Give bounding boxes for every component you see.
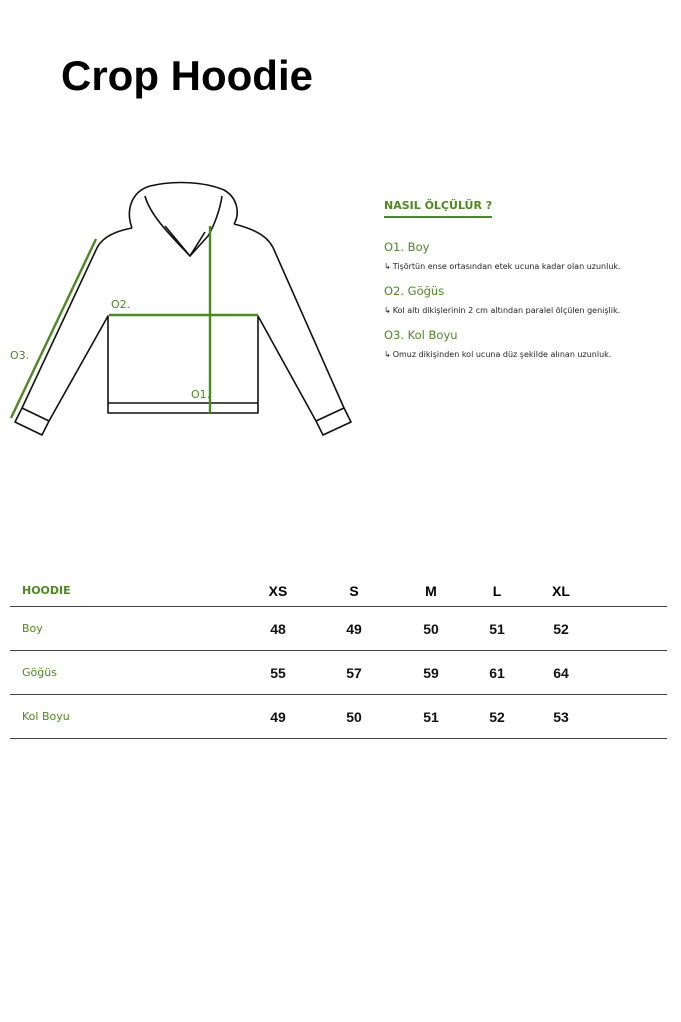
return-arrow-icon: ↳ bbox=[384, 262, 391, 271]
table-cell: 50 bbox=[316, 695, 392, 739]
measure-title: O1. Boy bbox=[384, 240, 430, 254]
size-header: XS bbox=[240, 575, 316, 607]
label-01: O1. bbox=[191, 388, 211, 401]
measure-line-sleeve bbox=[11, 239, 96, 418]
label-03: O3. bbox=[10, 349, 30, 362]
table-cell: 53 bbox=[524, 695, 598, 739]
size-header: L bbox=[470, 575, 524, 607]
empty-cell bbox=[598, 607, 667, 651]
table-row bbox=[10, 651, 667, 695]
table-cell: 51 bbox=[392, 695, 470, 739]
size-header: XL bbox=[524, 575, 598, 607]
table-header-row bbox=[10, 575, 667, 607]
table-cell: 64 bbox=[524, 651, 598, 695]
measure-title: O3. Kol Boyu bbox=[384, 328, 458, 342]
table-cell: 48 bbox=[240, 607, 316, 651]
table-cell: 51 bbox=[470, 607, 524, 651]
how-to-measure bbox=[384, 196, 664, 359]
empty-cell bbox=[598, 575, 667, 607]
label-02: O2. bbox=[111, 298, 131, 311]
table-cell: 55 bbox=[240, 651, 316, 695]
measure-title: O2. Göğüs bbox=[384, 284, 445, 298]
hoodie-diagram bbox=[0, 170, 370, 450]
table-cell: 52 bbox=[524, 607, 598, 651]
row-label: Kol Boyu bbox=[10, 695, 240, 739]
measure-item-length bbox=[384, 240, 621, 271]
table-cell: 61 bbox=[470, 651, 524, 695]
measure-item-chest bbox=[384, 284, 620, 315]
return-arrow-icon: ↳ bbox=[384, 306, 391, 315]
table-row bbox=[10, 607, 667, 651]
table-cell: 49 bbox=[240, 695, 316, 739]
size-header: S bbox=[316, 575, 392, 607]
empty-cell bbox=[598, 651, 667, 695]
table-cell: 50 bbox=[392, 607, 470, 651]
page-title: Crop Hoodie bbox=[61, 52, 313, 99]
return-arrow-icon: ↳ bbox=[384, 350, 391, 359]
measure-description: Kol altı dikişlerinin 2 cm altından paralel ölçülen genişlik. bbox=[392, 306, 621, 315]
how-to-measure-heading: NASIL ÖLÇÜLÜR ? bbox=[384, 199, 492, 218]
size-header: M bbox=[392, 575, 470, 607]
table-cell: 59 bbox=[392, 651, 470, 695]
measure-item-sleeve bbox=[384, 328, 611, 359]
row-label: Göğüs bbox=[10, 651, 240, 695]
table-cell: 57 bbox=[316, 651, 392, 695]
table-cell: 49 bbox=[316, 607, 392, 651]
measure-description: Tişörtün ense ortasından etek ucuna kadar olan uzunluk. bbox=[392, 262, 621, 271]
table-cell: 52 bbox=[470, 695, 524, 739]
empty-cell bbox=[598, 695, 667, 739]
measure-description: Omuz dikişinden kol ucuna düz şekilde alınan uzunluk. bbox=[392, 350, 612, 359]
size-table bbox=[10, 575, 667, 739]
table-header-label: HOODIE bbox=[10, 575, 240, 607]
row-label: Boy bbox=[10, 607, 240, 651]
table-row bbox=[10, 695, 667, 739]
